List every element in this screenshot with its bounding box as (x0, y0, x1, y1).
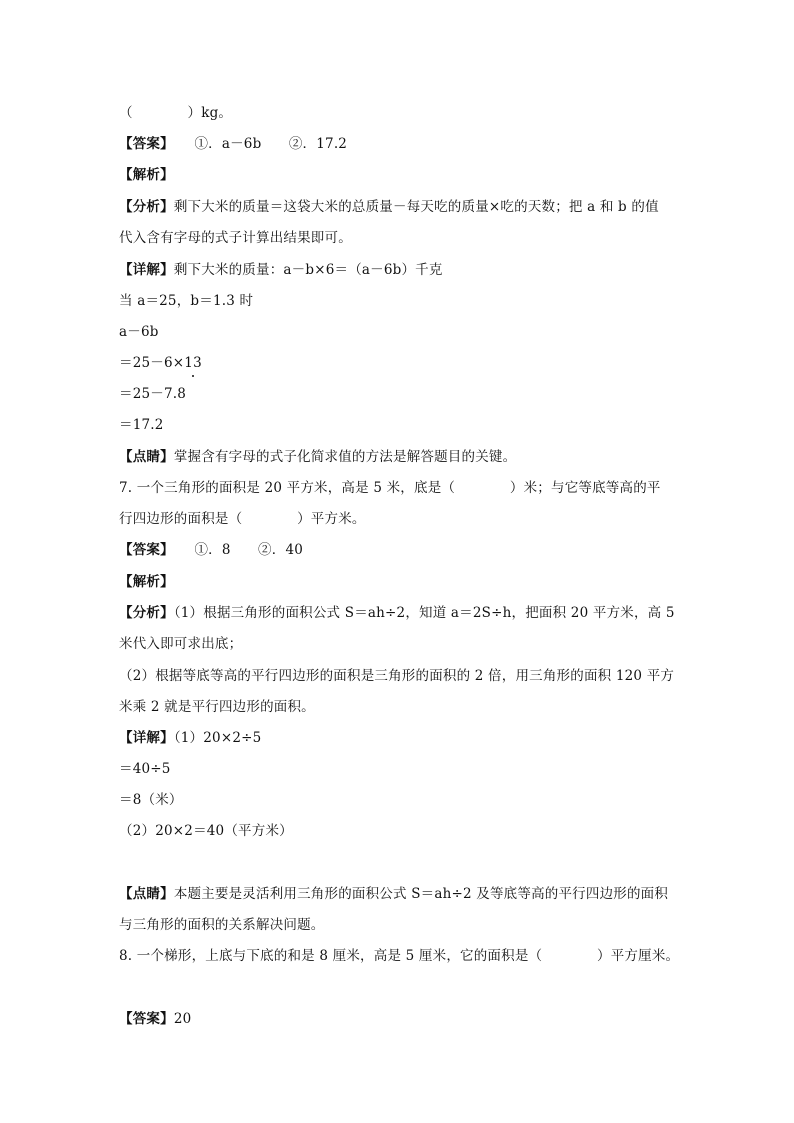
analysis-continuation (119, 635, 242, 653)
analysis-sub-label: 【分析】 (119, 605, 174, 621)
question-7 (119, 479, 661, 497)
analysis-continuation (119, 698, 315, 716)
line-text: （2）根据等底等高的平行四边形的面积是三角形的面积的 2 倍，用三角形的面积 120 平方 (119, 668, 675, 684)
detail-line (119, 729, 261, 747)
line-text: （2）20×2＝40（平方米） (119, 823, 293, 839)
comment-label: 【点睛】 (119, 886, 174, 902)
comment-label: 【点睛】 (119, 449, 174, 465)
line-text: ＝17.2 (119, 417, 164, 433)
answer-blank-line (119, 104, 232, 122)
answer-line (119, 1010, 191, 1028)
answer-label: 【答案】 (119, 1011, 174, 1027)
line-text: 代入含有字母的式子计算出结果即可。 (119, 230, 352, 246)
line-text: ＝8（米） (119, 792, 183, 808)
analysis-label: 【解析】 (119, 167, 174, 183)
line-text: ＝25－6×13 (119, 355, 202, 371)
line-text: a－6b (119, 324, 159, 340)
question-text: 8. 一个梯形，上底与下底的和是 8 厘米，高是 5 厘米，它的面积是（ ）平方厘米。 (119, 948, 680, 964)
detail-label: 【详解】 (119, 730, 174, 746)
line-text: 行四边形的面积是（ ）平方米。 (119, 511, 366, 527)
question-7-continuation (119, 510, 366, 528)
analysis-heading (119, 166, 174, 184)
calc-line (119, 354, 202, 372)
answer-line (119, 135, 347, 153)
question-8 (119, 947, 679, 965)
line-text: 米代入即可求出底； (119, 636, 243, 652)
comment-text: 本题主要是灵活利用三角形的面积公式 S＝ah÷2 及等底等高的平行四边形的面积 (173, 886, 669, 902)
line-text: 米乘 2 就是平行四边形的面积。 (119, 699, 315, 715)
analysis-line (119, 198, 659, 216)
detail-label: 【详解】 (119, 262, 174, 278)
line-text: （ ）kg。 (119, 105, 233, 121)
answer-line (119, 541, 303, 559)
calc-line (119, 323, 159, 341)
calc-line (119, 760, 171, 778)
analysis-sub-label: 【分析】 (119, 199, 174, 215)
line-text: 与三角形的面积的关系解决问题。 (119, 917, 325, 933)
comment-line (119, 448, 516, 466)
calc-line (119, 822, 293, 840)
analysis-heading (119, 573, 174, 591)
comment-continuation (119, 916, 325, 934)
condition-line (119, 292, 253, 310)
analysis-label: 【解析】 (119, 574, 174, 590)
calc-line (119, 791, 183, 809)
calc-line (119, 385, 186, 403)
comment-text: 掌握含有字母的式子化简求值的方法是解答题目的关键。 (173, 449, 517, 465)
analysis-line (119, 604, 675, 622)
analysis-text: （1）根据三角形的面积公式 S＝ah÷2，知道 a＝2S÷h，把面积 20 平方米，高 5 (173, 605, 675, 621)
answer-text: ①．8 ②．40 (167, 542, 304, 558)
analysis-line (119, 667, 674, 685)
analysis-text: 剩下大米的质量＝这袋大米的总质量－每天吃的质量×吃的天数；把 a 和 b 的值 (173, 199, 659, 215)
calc-line (119, 416, 164, 434)
answer-label: 【答案】 (119, 542, 168, 558)
answer-text: ①．a－6b ②．17.2 (167, 136, 348, 152)
comment-line (119, 885, 668, 903)
answer-text: 20 (173, 1011, 192, 1027)
detail-line (119, 261, 443, 279)
analysis-continuation (119, 229, 352, 247)
decimal-dot-mark (192, 375, 194, 377)
line-text: 当 a＝25，b＝1.3 时 (119, 293, 254, 309)
answer-label: 【答案】 (119, 136, 168, 152)
line-text: ＝40÷5 (119, 761, 171, 777)
detail-text: 剩下大米的质量：a－b×6＝（a－6b）千克 (173, 262, 443, 278)
line-text: ＝25－7.8 (119, 386, 187, 402)
question-text: 7. 一个三角形的面积是 20 平方米，高是 5 米，底是（ ）米；与它等底等高的平 (119, 480, 661, 496)
detail-text: （1）20×2÷5 (173, 730, 262, 746)
